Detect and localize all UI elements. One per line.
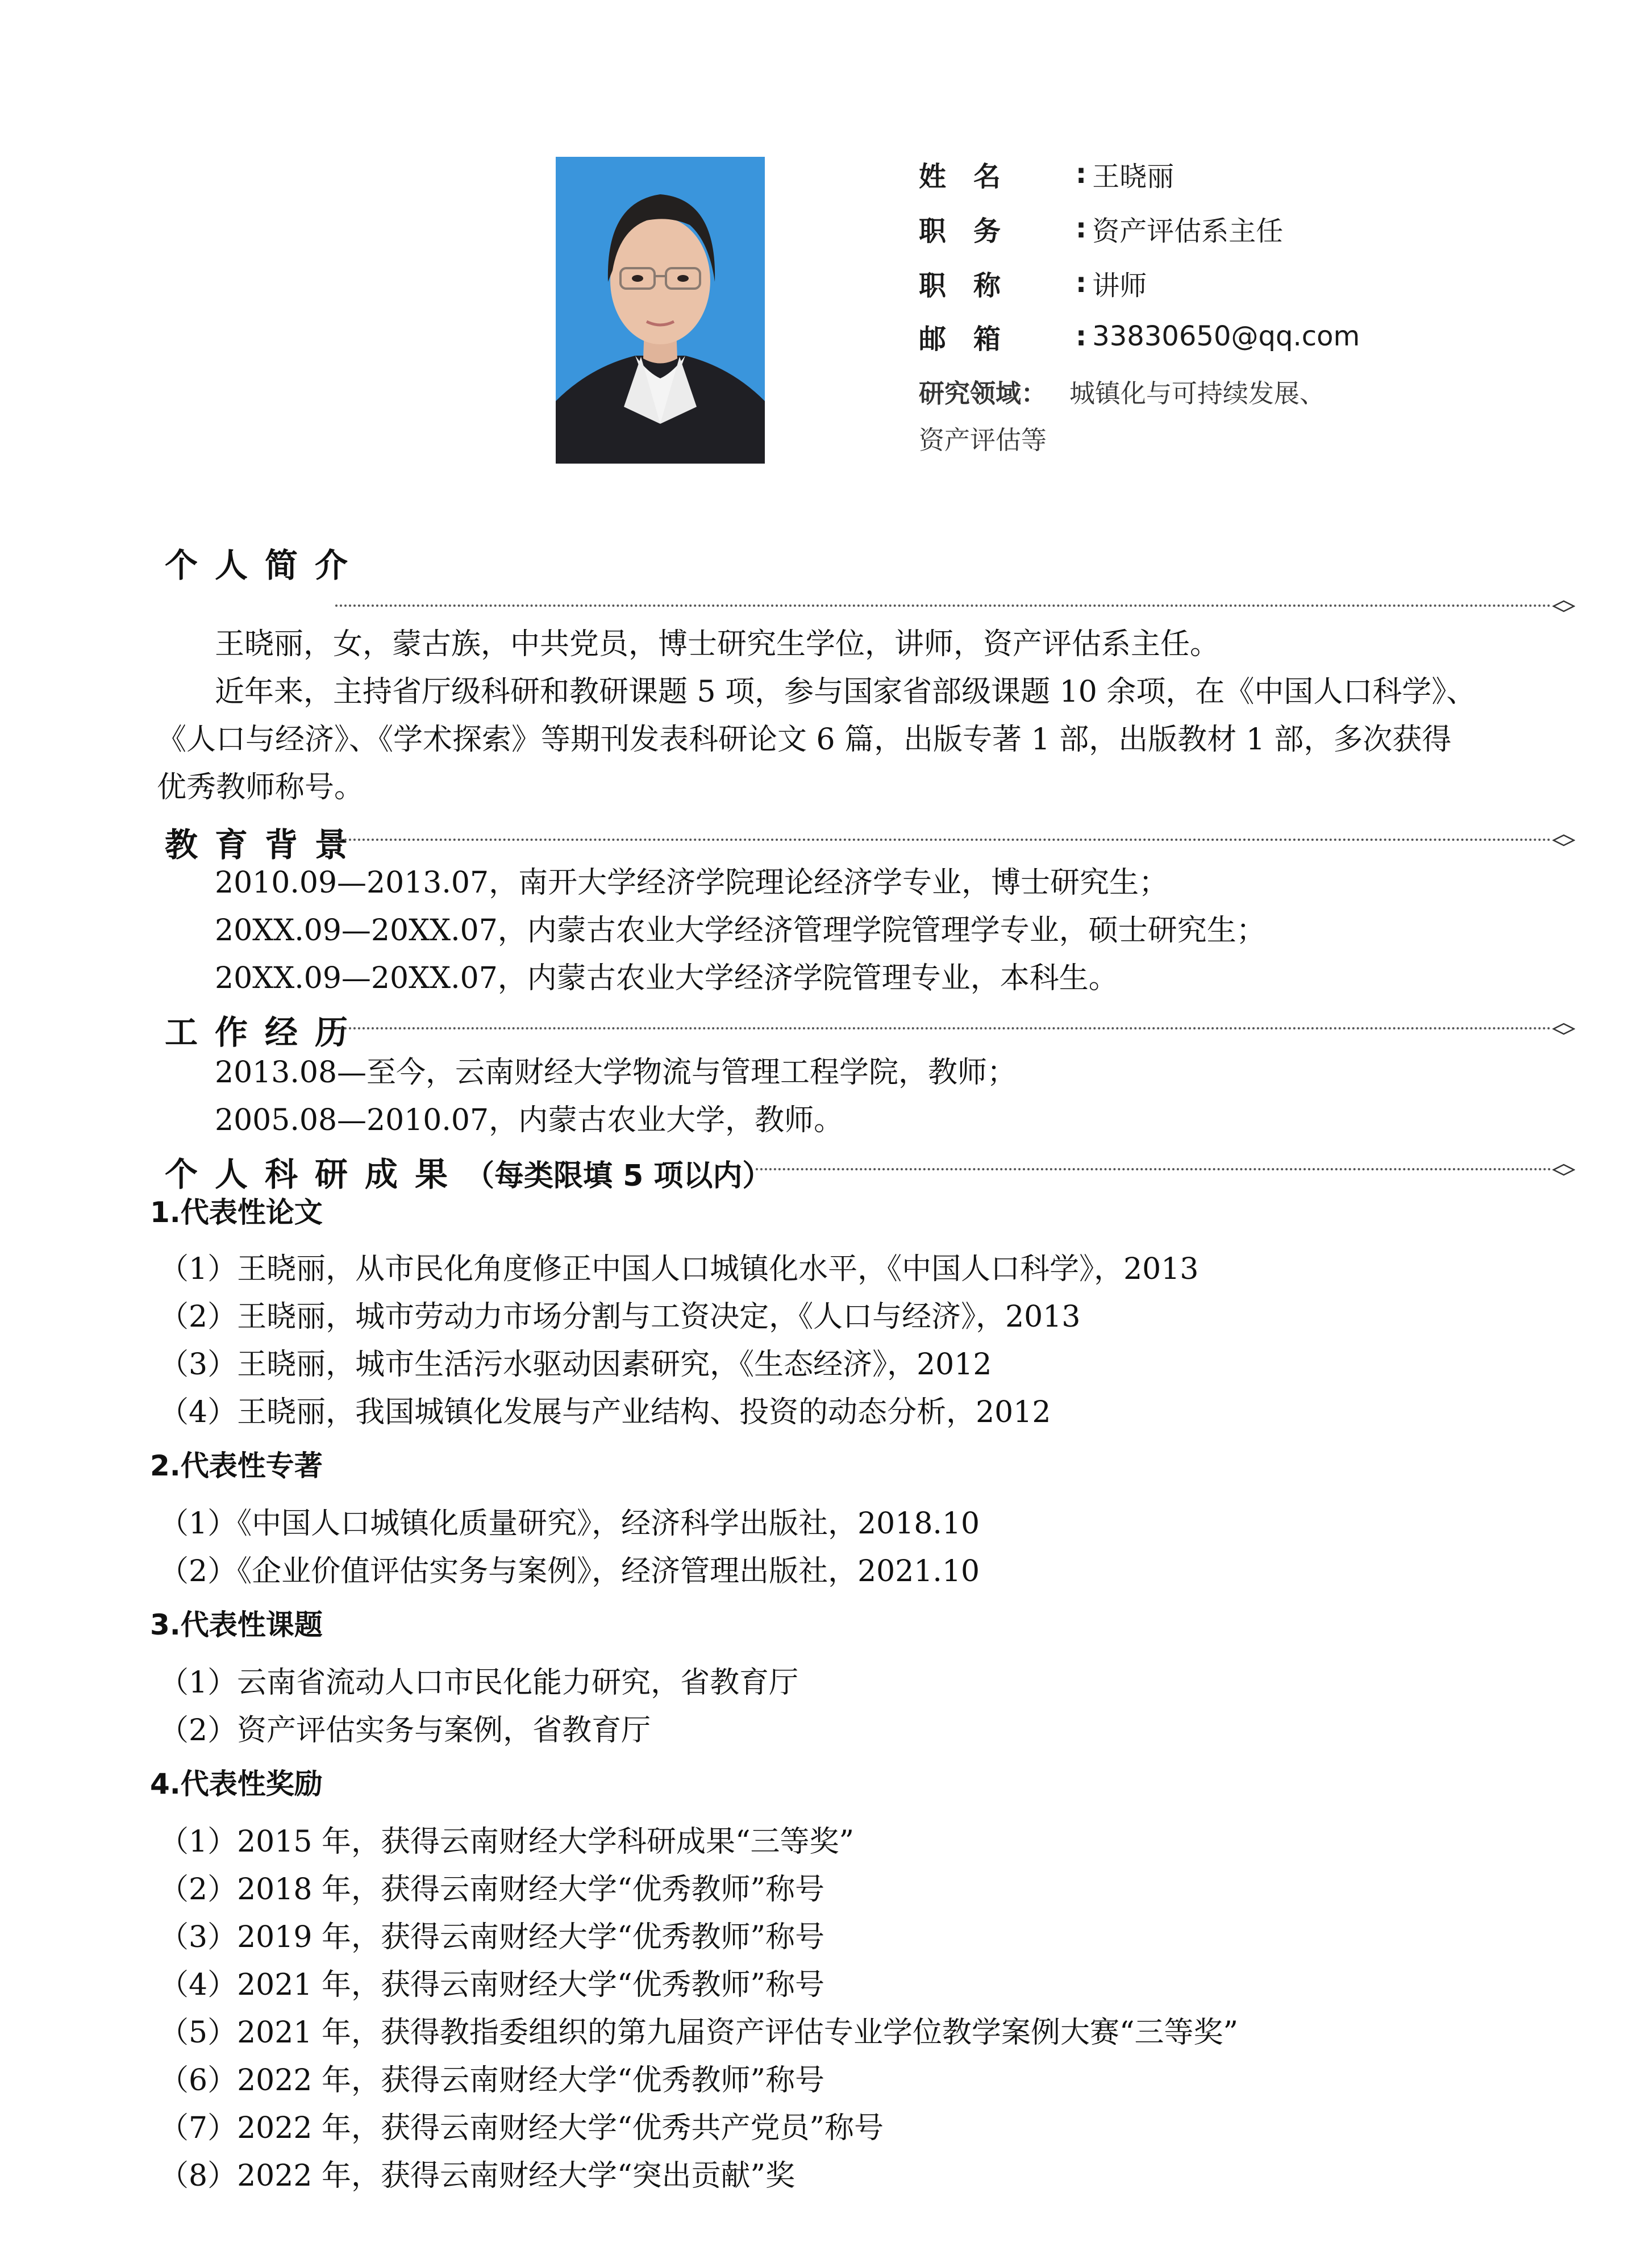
name-row: 姓 名 : 王晓丽 xyxy=(919,151,1174,197)
research-heading-note: （每类限填 5 项以内） xyxy=(465,1159,772,1193)
award-item-5: （5）2021 年，获得教指委组织的第九届资产评估专业学位教学案例大赛“三等奖” xyxy=(159,2016,1239,2050)
book-item-2: （2）《企业价值评估实务与案例》，经济管理出版社，2021.10 xyxy=(159,1554,980,1589)
position-value: 资产评估系主任 xyxy=(1092,215,1284,247)
work-item-1: 2013.08—至今，云南财经大学物流与管理工程学院，教师； xyxy=(215,1056,1017,1090)
projects-heading: 3.代表性课题 xyxy=(150,1608,323,1641)
award-item-6: （6）2022 年，获得云南财经大学“优秀教师”称号 xyxy=(159,2063,825,2098)
awards-heading: 4.代表性奖励 xyxy=(150,1767,323,1800)
research-row xyxy=(919,368,1325,414)
award-item-7: （7）2022 年，获得云南财经大学“优秀共产党员”称号 xyxy=(159,2111,884,2145)
papers-heading: 1.代表性论文 xyxy=(150,1196,323,1229)
research-label: 研究领域： xyxy=(919,378,1047,408)
education-item-3: 20XX.09—20XX.07，内蒙古农业大学经济学院管理专业，本科生。 xyxy=(215,961,1118,995)
email-row: 邮 箱 : 33830650@qq.com xyxy=(919,314,1360,359)
award-item-8: （8）2022 年，获得云南财经大学“突出贡献”奖 xyxy=(159,2159,795,2193)
name-label: 姓 名 xyxy=(919,160,1001,193)
education-divider xyxy=(335,839,1551,841)
project-item-1: （1）云南省流动人口市民化能力研究，省教育厅 xyxy=(159,1666,799,1700)
title-label: 职 称 xyxy=(919,269,1001,302)
award-item-1: （1）2015 年，获得云南财经大学科研成果“三等奖” xyxy=(159,1825,855,1859)
paper-item-2: （2）王晓丽，城市劳动力市场分割与工资决定，《人口与经济》，2013 xyxy=(159,1300,1081,1334)
intro-line-3: 《人口与经济》、《学术探索》等期刊发表科研论文 6 篇，出版专著 1 部，出版教材 1 部，多次获得 xyxy=(157,723,1452,757)
award-item-2: （2）2018 年，获得云南财经大学“优秀教师”称号 xyxy=(159,1873,825,1907)
name-value: 王晓丽 xyxy=(1092,160,1174,193)
portrait-image xyxy=(556,157,765,464)
title-value: 讲师 xyxy=(1092,269,1147,302)
project-item-2: （2）资产评估实务与案例，省教育厅 xyxy=(159,1713,651,1748)
education-item-2: 20XX.09—20XX.07，内蒙古农业大学经济管理学院管理学专业，硕士研究生； xyxy=(215,914,1266,948)
profile-photo xyxy=(556,157,765,464)
position-row: 职 务 : 资产评估系主任 xyxy=(919,206,1283,251)
position-label: 职 务 xyxy=(919,215,1001,247)
intro-line-2: 近年来，主持省厅级科研和教研课题 5 项，参与国家省部级课题 10 余项，在《中国人口科学》、 xyxy=(215,675,1476,709)
education-item-1: 2010.09—2013.07，南开大学经济学院理论经济学专业，博士研究生； xyxy=(215,866,1169,900)
research-value-2: 资产评估等 xyxy=(919,425,1047,455)
intro-heading: 个人简介 xyxy=(165,546,365,585)
research-heading xyxy=(165,1148,772,1195)
book-item-1: （1）《中国人口城镇化质量研究》，经济科学出版社，2018.10 xyxy=(159,1507,980,1541)
work-item-2: 2005.08—2010.07，内蒙古农业大学，教师。 xyxy=(215,1103,844,1137)
research-heading-title: 个人科研成果 xyxy=(165,1155,465,1194)
email-label: 邮 箱 xyxy=(919,323,1001,355)
title-row: 职 称 : 讲师 xyxy=(919,260,1147,306)
paper-item-3: （3）王晓丽，城市生活污水驱动因素研究，《生态经济》，2012 xyxy=(159,1348,992,1382)
research-value-1: 城镇化与可持续发展、 xyxy=(1069,378,1326,408)
work-divider xyxy=(335,1027,1551,1029)
work-diamond-icon xyxy=(1552,1023,1575,1035)
research-diamond-icon xyxy=(1552,1164,1575,1176)
award-item-3: （3）2019 年，获得云南财经大学“优秀教师”称号 xyxy=(159,1920,825,1954)
intro-line-4: 优秀教师称号。 xyxy=(157,770,364,804)
education-diamond-icon xyxy=(1552,834,1575,847)
intro-divider xyxy=(335,604,1551,607)
intro-line-1: 王晓丽，女，蒙古族，中共党员，博士研究生学位，讲师，资产评估系主任。 xyxy=(215,627,1220,661)
award-item-4: （4）2021 年，获得云南财经大学“优秀教师”称号 xyxy=(159,1968,825,2002)
intro-diamond-icon xyxy=(1552,600,1575,612)
work-heading: 工作经历 xyxy=(165,1013,365,1052)
books-heading: 2.代表性专著 xyxy=(150,1449,323,1482)
education-heading: 教育背景 xyxy=(165,826,365,864)
email-value[interactable]: 33830650@qq.com xyxy=(1092,320,1360,352)
research-divider xyxy=(756,1168,1551,1170)
paper-item-4: （4）王晓丽，我国城镇化发展与产业结构、投资的动态分析，2012 xyxy=(159,1395,1051,1429)
paper-item-1: （1）王晓丽，从市民化角度修正中国人口城镇化水平，《中国人口科学》，2013 xyxy=(159,1252,1199,1286)
